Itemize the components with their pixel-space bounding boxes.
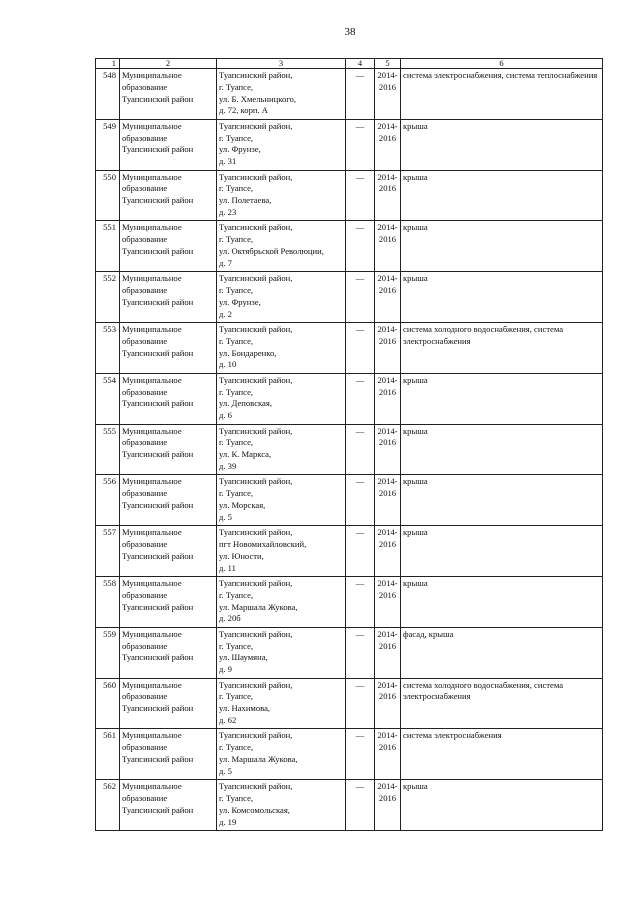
address-cell [217, 678, 346, 729]
address-cell [217, 170, 346, 221]
address-line: д. 2 [219, 308, 232, 319]
table-row [96, 69, 603, 120]
years-cell [375, 424, 401, 475]
row-number-cell [96, 221, 120, 272]
work-description: крыша [403, 273, 428, 284]
work-description: фасад, крыша [403, 628, 454, 639]
table-row [96, 729, 603, 780]
address-line: ул. Комсомольская, [219, 804, 290, 815]
years-line: 2016 [378, 538, 397, 549]
address-cell [217, 424, 346, 475]
owner-line: Туапсинский район [122, 347, 194, 358]
owner-line: образование [122, 132, 168, 143]
address-line: ул. Маршала Жукова, [219, 601, 298, 612]
table-row [96, 373, 603, 424]
owner-cell [120, 526, 217, 577]
address-line: г. Туапсе, [219, 386, 254, 397]
col4-dash: — [355, 781, 365, 792]
owner-cell [120, 627, 217, 678]
owner-line: Муниципальное [122, 577, 182, 588]
address-cell [217, 780, 346, 831]
col4-cell [346, 170, 375, 221]
work-description: крыша [403, 171, 428, 182]
address-cell [217, 373, 346, 424]
row-number: 558 [103, 577, 116, 588]
owner-cell [120, 576, 217, 627]
years-cell [375, 119, 401, 170]
owner-line: Муниципальное [122, 222, 182, 233]
owner-line: Туапсинский район [122, 499, 194, 510]
owner-line: образование [122, 742, 168, 753]
col4-cell [346, 322, 375, 373]
years-line: 2014- [377, 222, 398, 233]
address-line: д. 10 [219, 359, 237, 370]
years-cell [375, 729, 401, 780]
owner-line: Туапсинский район [122, 804, 194, 815]
address-line: д. 9 [219, 664, 232, 675]
col4-cell [346, 69, 375, 120]
owner-line: Муниципальное [122, 171, 182, 182]
address-line: ул. Фрунзе, [219, 144, 261, 155]
owner-line: образование [122, 488, 168, 499]
owner-line: образование [122, 640, 168, 651]
address-line: Туапсинский район, [219, 273, 293, 284]
row-number: 561 [103, 730, 116, 741]
owner-line: Туапсинский район [122, 601, 194, 612]
table-body [96, 69, 603, 831]
work-cell [401, 475, 603, 526]
years-line: 2014- [377, 120, 398, 131]
address-line: Туапсинский район, [219, 527, 293, 538]
years-line: 2014- [377, 628, 398, 639]
col4-dash: — [355, 273, 365, 284]
owner-line: Туапсинский район [122, 753, 194, 764]
col4-cell [346, 221, 375, 272]
header-col-3: 3 [217, 59, 346, 69]
address-cell [217, 272, 346, 323]
owner-line: Туапсинский район [122, 550, 194, 561]
owner-cell [120, 373, 217, 424]
address-line: Туапсинский район, [219, 628, 293, 639]
owner-line: Муниципальное [122, 628, 182, 639]
work-description: крыша [403, 222, 428, 233]
owner-line: Муниципальное [122, 781, 182, 792]
owner-line: образование [122, 691, 168, 702]
years-line: 2016 [378, 589, 397, 600]
years-line: 2016 [378, 132, 397, 143]
years-line: 2016 [378, 792, 397, 803]
owner-line: Муниципальное [122, 425, 182, 436]
address-line: г. Туапсе, [219, 742, 254, 753]
col4-cell [346, 272, 375, 323]
work-cell [401, 424, 603, 475]
col4-dash: — [355, 628, 365, 639]
work-cell [401, 322, 603, 373]
owner-cell [120, 69, 217, 120]
row-number: 551 [103, 222, 116, 233]
address-line: г. Туапсе, [219, 284, 254, 295]
address-line: д. 11 [219, 562, 236, 573]
row-number-cell [96, 678, 120, 729]
address-cell [217, 526, 346, 577]
objects-table [95, 58, 603, 831]
years-cell [375, 678, 401, 729]
work-description: крыша [403, 374, 428, 385]
work-description: система электроснабжения, система теплоснабжения [403, 70, 598, 80]
address-line: Туапсинский район, [219, 374, 293, 385]
row-number-cell [96, 627, 120, 678]
table-row [96, 627, 603, 678]
owner-line: образование [122, 335, 168, 346]
owner-line: Муниципальное [122, 70, 182, 80]
owner-line: образование [122, 183, 168, 194]
row-number: 556 [103, 476, 116, 487]
address-line: Туапсинский район, [219, 70, 293, 80]
owner-line: образование [122, 437, 168, 448]
owner-cell [120, 272, 217, 323]
address-line: г. Туапсе, [219, 640, 254, 651]
work-cell [401, 170, 603, 221]
years-cell [375, 272, 401, 323]
years-line: 2016 [378, 284, 397, 295]
row-number-cell [96, 475, 120, 526]
work-description: система холодного водоснабжения, система электроснабжения [403, 679, 564, 702]
years-line: 2016 [378, 437, 397, 448]
owner-line: Туапсинский район [122, 296, 194, 307]
address-line: ул. Фрунзе, [219, 296, 261, 307]
address-line: г. Туапсе, [219, 234, 254, 245]
owner-line: Туапсинский район [122, 449, 194, 460]
col4-dash: — [355, 374, 365, 385]
address-line: Туапсинский район, [219, 222, 293, 233]
owner-line: образование [122, 386, 168, 397]
row-number: 557 [103, 527, 116, 538]
years-line: 2014- [377, 171, 398, 182]
address-line: д. 19 [219, 816, 237, 827]
owner-line: Туапсинский район [122, 703, 194, 714]
owner-cell [120, 678, 217, 729]
address-cell [217, 475, 346, 526]
years-line: 2014- [377, 70, 398, 80]
col4-cell [346, 373, 375, 424]
years-cell [375, 373, 401, 424]
work-description: крыша [403, 781, 428, 792]
years-cell [375, 627, 401, 678]
row-number-cell [96, 526, 120, 577]
work-cell [401, 678, 603, 729]
address-line: ул. Полетаева, [219, 195, 272, 206]
owner-line: Туапсинский район [122, 195, 194, 206]
row-number-cell [96, 322, 120, 373]
row-number: 550 [103, 171, 116, 182]
years-line: 2014- [377, 476, 398, 487]
col4-dash: — [355, 527, 365, 538]
years-line: 2016 [378, 183, 397, 194]
row-number: 560 [103, 679, 116, 690]
row-number: 554 [103, 374, 116, 385]
work-description: крыша [403, 527, 428, 538]
work-description: система холодного водоснабжения, система электроснабжения [403, 323, 564, 346]
owner-line: Муниципальное [122, 730, 182, 741]
row-number-cell [96, 729, 120, 780]
address-cell [217, 119, 346, 170]
work-cell [401, 576, 603, 627]
table-row [96, 170, 603, 221]
address-line: г. Туапсе, [219, 437, 254, 448]
col4-dash: — [355, 425, 365, 436]
address-line: Туапсинский район, [219, 781, 293, 792]
address-line: д. 20б [219, 613, 241, 624]
header-col-1: 1 [96, 59, 120, 69]
col4-dash: — [355, 577, 365, 588]
address-line: г. Туапсе, [219, 488, 254, 499]
address-line: Туапсинский район, [219, 171, 293, 182]
years-line: 2014- [377, 730, 398, 741]
address-cell [217, 69, 346, 120]
address-line: ул. Деповская, [219, 398, 272, 409]
address-line: д. 5 [219, 765, 232, 776]
owner-line: Туапсинский район [122, 144, 194, 155]
owner-line: образование [122, 589, 168, 600]
page-number: 38 [344, 26, 356, 38]
col4-cell [346, 678, 375, 729]
address-line: пгт Новомихайловский, [219, 538, 307, 549]
owner-line: образование [122, 234, 168, 245]
owner-cell [120, 729, 217, 780]
col4-cell [346, 780, 375, 831]
row-number: 548 [103, 70, 116, 80]
work-description: крыша [403, 476, 428, 487]
col4-dash: — [355, 679, 365, 690]
row-number-cell [96, 373, 120, 424]
address-line: г. Туапсе, [219, 335, 254, 346]
owner-line: Муниципальное [122, 273, 182, 284]
owner-cell [120, 424, 217, 475]
owner-line: Туапсинский район [122, 93, 194, 104]
years-line: 2016 [378, 81, 397, 92]
address-line: г. Туапсе, [219, 589, 254, 600]
col4-dash: — [355, 730, 365, 741]
years-line: 2014- [377, 781, 398, 792]
table-row [96, 780, 603, 831]
col4-cell [346, 424, 375, 475]
header-col-4: 4 [346, 59, 375, 69]
owner-cell [120, 475, 217, 526]
row-number: 549 [103, 120, 116, 131]
row-number-cell [96, 119, 120, 170]
table-row [96, 526, 603, 577]
owner-cell [120, 119, 217, 170]
col4-cell [346, 526, 375, 577]
years-cell [375, 526, 401, 577]
row-number-cell [96, 69, 120, 120]
years-cell [375, 170, 401, 221]
table-row [96, 322, 603, 373]
owner-cell [120, 322, 217, 373]
col4-dash: — [355, 323, 365, 334]
row-number-cell [96, 780, 120, 831]
address-line: ул. Нахимова, [219, 703, 271, 714]
row-number-cell [96, 424, 120, 475]
owner-line: образование [122, 792, 168, 803]
header-col-2: 2 [120, 59, 217, 69]
work-cell [401, 272, 603, 323]
owner-cell [120, 221, 217, 272]
owner-cell [120, 780, 217, 831]
years-line: 2014- [377, 577, 398, 588]
address-cell [217, 627, 346, 678]
row-number: 553 [103, 323, 116, 334]
address-line: д. 39 [219, 460, 237, 471]
header-col-6: 6 [401, 59, 603, 69]
address-line: д. 23 [219, 206, 237, 217]
address-line: г. Туапсе, [219, 691, 254, 702]
work-cell [401, 729, 603, 780]
col4-dash: — [355, 476, 365, 487]
years-line: 2016 [378, 742, 397, 753]
address-cell [217, 729, 346, 780]
address-line: д. 5 [219, 511, 232, 522]
owner-line: Муниципальное [122, 679, 182, 690]
address-line: ул. Шаумяна, [219, 652, 268, 663]
row-number-cell [96, 272, 120, 323]
address-line: г. Туапсе, [219, 792, 254, 803]
address-line: ул. Октябрьской Революции, [219, 245, 324, 256]
table-row [96, 272, 603, 323]
years-cell [375, 576, 401, 627]
owner-line: Туапсинский район [122, 398, 194, 409]
col4-dash: — [355, 222, 365, 233]
years-line: 2016 [378, 488, 397, 499]
years-line: 2014- [377, 323, 398, 334]
years-cell [375, 322, 401, 373]
owner-line: образование [122, 538, 168, 549]
address-line: ул. К. Маркса, [219, 449, 272, 460]
address-line: ул. Б. Хмельницкого, [219, 93, 296, 104]
years-line: 2016 [378, 640, 397, 651]
owner-line: Туапсинский район [122, 245, 194, 256]
work-cell [401, 627, 603, 678]
years-line: 2014- [377, 273, 398, 284]
work-description: система электроснабжения [403, 730, 502, 741]
address-line: д. 62 [219, 714, 237, 725]
years-line: 2014- [377, 679, 398, 690]
table-row [96, 424, 603, 475]
owner-cell [120, 170, 217, 221]
work-cell [401, 69, 603, 120]
address-cell [217, 322, 346, 373]
table-row [96, 119, 603, 170]
years-cell [375, 780, 401, 831]
years-line: 2014- [377, 425, 398, 436]
table-row [96, 678, 603, 729]
col4-cell [346, 475, 375, 526]
address-line: г. Туапсе, [219, 183, 254, 194]
address-line: Туапсинский район, [219, 577, 293, 588]
address-line: Туапсинский район, [219, 120, 293, 131]
row-number-cell [96, 170, 120, 221]
owner-line: Туапсинский район [122, 652, 194, 663]
address-line: г. Туапсе, [219, 132, 254, 143]
header-col-5: 5 [375, 59, 401, 69]
years-line: 2016 [378, 234, 397, 245]
address-cell [217, 221, 346, 272]
owner-line: Муниципальное [122, 476, 182, 487]
work-description: крыша [403, 120, 428, 131]
table-row [96, 576, 603, 627]
col4-cell [346, 729, 375, 780]
work-cell [401, 373, 603, 424]
address-line: д. 31 [219, 156, 237, 167]
col4-dash: — [355, 70, 365, 80]
address-line: д. 6 [219, 410, 232, 421]
address-line: ул. Маршала Жукова, [219, 753, 298, 764]
years-cell [375, 475, 401, 526]
years-line: 2016 [378, 691, 397, 702]
address-line: д. 72, корп. А [219, 105, 268, 116]
years-line: 2014- [377, 527, 398, 538]
years-line: 2016 [378, 335, 397, 346]
address-line: ул. Морская, [219, 499, 266, 510]
row-number: 559 [103, 628, 116, 639]
work-cell [401, 119, 603, 170]
col4-cell [346, 627, 375, 678]
years-cell [375, 221, 401, 272]
owner-line: образование [122, 284, 168, 295]
owner-line: Муниципальное [122, 120, 182, 131]
address-line: Туапсинский район, [219, 476, 293, 487]
owner-line: Муниципальное [122, 374, 182, 385]
work-cell [401, 780, 603, 831]
table-row [96, 221, 603, 272]
address-line: Туапсинский район, [219, 730, 293, 741]
row-number: 555 [103, 425, 116, 436]
work-description: крыша [403, 577, 428, 588]
col4-dash: — [355, 171, 365, 182]
work-description: крыша [403, 425, 428, 436]
table-row [96, 475, 603, 526]
address-line: Туапсинский район, [219, 323, 293, 334]
row-number: 562 [103, 781, 116, 792]
owner-line: Муниципальное [122, 527, 182, 538]
address-line: Туапсинский район, [219, 425, 293, 436]
col4-dash: — [355, 120, 365, 131]
col4-cell [346, 576, 375, 627]
address-cell [217, 576, 346, 627]
address-line: г. Туапсе, [219, 81, 254, 92]
work-cell [401, 526, 603, 577]
years-cell [375, 69, 401, 120]
col4-cell [346, 119, 375, 170]
address-line: ул. Бондаренко, [219, 347, 277, 358]
years-line: 2014- [377, 374, 398, 385]
address-line: д. 7 [219, 257, 232, 268]
row-number-cell [96, 576, 120, 627]
owner-line: Муниципальное [122, 323, 182, 334]
table-header-row [96, 59, 603, 69]
row-number: 552 [103, 273, 116, 284]
work-cell [401, 221, 603, 272]
years-line: 2016 [378, 386, 397, 397]
owner-line: образование [122, 81, 168, 92]
address-line: ул. Юности, [219, 550, 264, 561]
address-line: Туапсинский район, [219, 679, 293, 690]
